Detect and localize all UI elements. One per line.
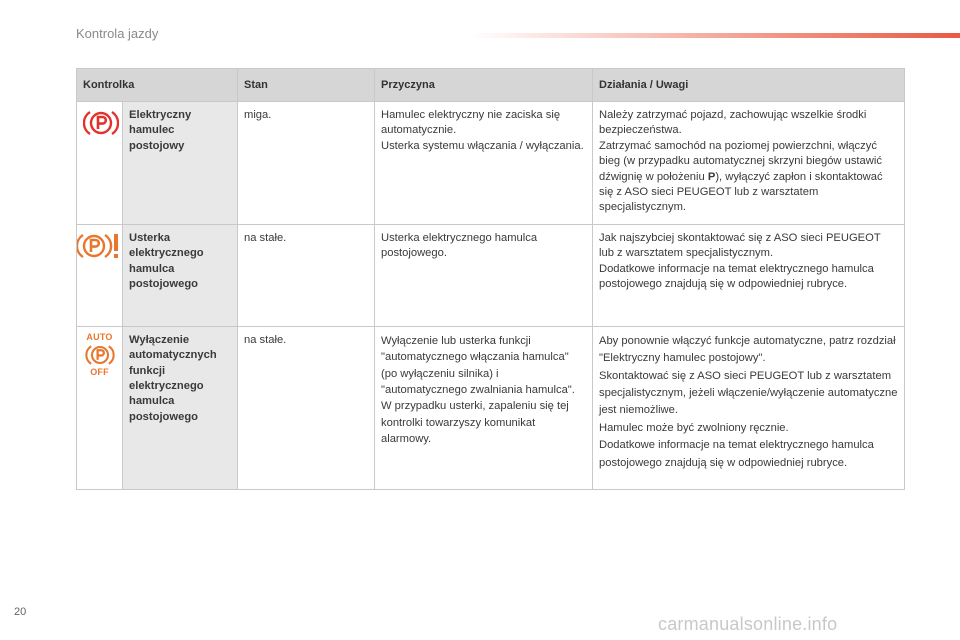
table-row bbox=[77, 326, 905, 489]
icon-label-auto: AUTO bbox=[86, 331, 113, 342]
column-header-przyczyna: Przyczyna bbox=[375, 69, 593, 102]
icon-cell bbox=[77, 224, 123, 326]
action-text: Należy zatrzymać pojazd, zachowując wszelkie środki bezpieczeństwa. Zatrzymać samochód na poziomej powierzchni, włączyć bieg (w przypadku automatycznej skrzyni biegów ustawić dźwignię w położeniu bbox=[599, 109, 882, 183]
light-name: Elektryczny hamulec postojowy bbox=[123, 102, 238, 225]
header-accent-line bbox=[470, 33, 960, 38]
light-cause: Hamulec elektryczny nie zaciska się automatycznie. Usterka systemu włączania / wyłączania. bbox=[375, 102, 593, 225]
light-state: na stałe. bbox=[238, 224, 375, 326]
light-action: Jak najszybciej skontaktować się z ASO sieci PEUGEOT lub z warsztatem specjalistycznym. Dodatkowe informacje na temat elektrycznego hamulca postojowego znajdują się w odpowiedniej rubryce. bbox=[593, 224, 905, 326]
light-state: na stałe. bbox=[238, 326, 375, 489]
gear-position-p: P bbox=[707, 170, 716, 183]
icon-cell bbox=[77, 102, 123, 225]
light-cause: Wyłączenie lub usterka funkcji "automatycznego włączania hamulca" (po wyłączeniu silnika) i "automatycznego zwalniania hamulca". W przypadku usterki, zapaleniu się tej kontrolki towarzyszy komunikat alarmowy. bbox=[375, 326, 593, 489]
light-action bbox=[593, 102, 905, 225]
parking-brake-red-icon bbox=[83, 108, 119, 143]
column-header-stan: Stan bbox=[238, 69, 375, 102]
watermark-text: carmanualsonline.info bbox=[658, 614, 838, 634]
table-row bbox=[77, 224, 905, 326]
table-header-row bbox=[77, 69, 905, 102]
parking-brake-fault-icon bbox=[77, 231, 123, 266]
action-text: ), wyłączyć zapłon i skontaktować się z ASO sieci PEUGEOT lub z warsztatem specjalistycznym. bbox=[599, 170, 883, 214]
table-row bbox=[77, 102, 905, 225]
column-header-kontrolka: Kontrolka bbox=[77, 69, 238, 102]
page-number: 20 bbox=[14, 606, 27, 618]
light-cause: Usterka elektrycznego hamulca postojowego. bbox=[375, 224, 593, 326]
icon-label-off: OFF bbox=[90, 366, 109, 377]
page-header-title: Kontrola jazdy bbox=[76, 26, 159, 41]
light-state: miga. bbox=[238, 102, 375, 225]
warning-lights-table bbox=[76, 68, 905, 490]
light-action: Aby ponownie włączyć funkcje automatyczne, patrz rozdział "Elektryczny hamulec postojowy". Skontaktować się z ASO sieci PEUGEOT lub z warsztatem specjalistycznym, jeżeli włączenie/wyłączenie automatyczne jest niemożliwe. Hamulec może być zwolniony ręcznie. Dodatkowe informacje na temat elektrycznego hamulca postojowego znajdują się w odpowiedniej rubryce. bbox=[593, 326, 905, 489]
icon-cell bbox=[77, 326, 123, 489]
light-name: Usterka elektrycznego hamulca postojowego bbox=[123, 224, 238, 326]
light-name: Wyłączenie automatycznych funkcji elektrycznego hamulca postojowego bbox=[123, 326, 238, 489]
column-header-dzialania: Działania / Uwagi bbox=[593, 69, 905, 102]
auto-parking-brake-off-icon bbox=[83, 333, 116, 377]
